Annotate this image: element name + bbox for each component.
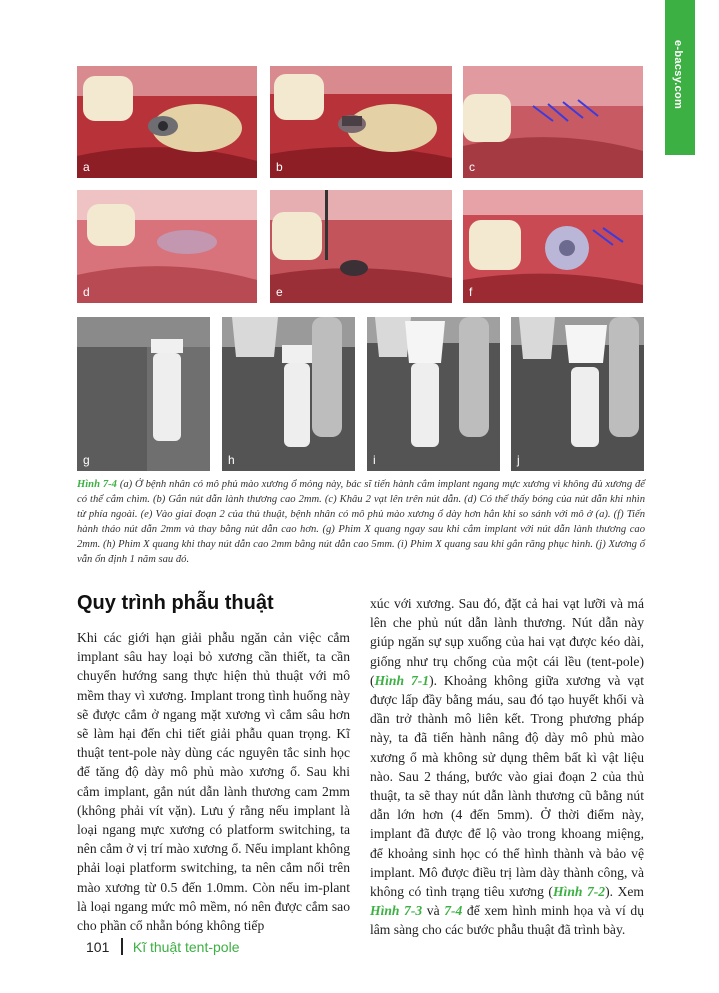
xray-label: h	[228, 453, 235, 467]
body-text-right	[370, 594, 644, 940]
xray-h	[222, 317, 355, 471]
figure-caption-text: (a) Ở bệnh nhân có mô phủ mào xương ổ mỏng này, bác sĩ tiến hành cắm implant ngang mực xương vì không đủ xương để có thể cắm chìm. (b) Gắn nút dẫn lành thương cao 2mm. (c) Khâu 2 vạt lên trên nút dẫn. (d) Có thể thấy bóng của nút dẫn khi nhìn từ phía ngoài. (e) Vào giai đoạn 2 của thủ thuật, bệnh nhân có mô phủ mào xương ổ dày hơn hẳn khi so sánh với mô ở (a). (f) Tiến hành tháo nút dẫn 2mm và thay bằng nút dẫn cao hơn. (g) Phim X quang ngay sau khi cắm implant với nút dẫn lành thương cao 2mm. (h) Phim X quang khi thay nút dẫn cao 2mm bằng nút dẫn cao 5mm. (i) Phim X quang sau khi gắn răng phục hình. (j) Xương ổ vẫn ổn định 1 năm sau đó.	[77, 479, 645, 565]
xray-i	[367, 317, 500, 471]
photo-label: a	[83, 160, 90, 174]
photo-f	[463, 190, 643, 303]
body-text: và	[422, 903, 445, 919]
photo-e	[270, 190, 452, 303]
photo-label: e	[276, 285, 283, 299]
photo-label: d	[83, 285, 90, 299]
figure-reference: Hình 7-1	[374, 672, 430, 688]
figure-caption	[77, 478, 645, 567]
photo-c	[463, 66, 643, 178]
footer-divider	[121, 938, 123, 955]
body-text: để xem hình minh họa và ví dụ lâm sàng cho các bước phẫu thuật đã trình bày.	[370, 903, 644, 938]
side-tab-text: e-bacsy.com	[672, 40, 684, 110]
xray-g	[77, 317, 210, 471]
photo-label: b	[276, 160, 283, 174]
figure-reference: Hình 7-3	[370, 903, 423, 919]
xray-label: i	[373, 453, 376, 467]
photo-label: c	[469, 160, 475, 174]
page-number: 101	[86, 939, 110, 955]
body-text: ). Xem	[605, 884, 644, 900]
figure-caption-label: Hình 7-4	[77, 479, 117, 490]
body-text-left: Khi các giới hạn giải phẫu ngăn cản việc cắm implant sâu hay loại bỏ xương cần thiết, ta cần chuyển hướng sang thực hiện thủ thuật với mô mềm thay vì xương. Implant trong tình huống này sẽ được cắm ở ngang mặt xương vì cắm sâu hơn sẽ làm hại đến chi tiết giải phẫu quan trọng. Kĩ thuật tent-pole này dùng các nguyên tắc sinh học để tăng độ dày mô phủ mào xương ổ. Sau khi cắm implant, gắn nút dẫn lành thương cam 2mm (không phải vít vặn). Lưu ý rằng nếu implant là loại ngang mực xương có platform switching, ta nên cắm ở vị trí mào xương ổ. Nếu implant không phải loại platform switching, ta nên cắm nổi trên mào xương từ 0.5 đến 1.0mm. Còn nếu im-plant là loại ngang mức mô mềm, nó nên được cắm sao cho phần cổ nhẵn bóng không tiếp	[77, 630, 350, 934]
xray-j	[511, 317, 644, 471]
body-text: xúc với xương. Sau đó, đặt cả hai vạt lưỡi và má lên che phủ nút dẫn lành thương. Nút dẫn này giúp ngăn sự sụp xuống của hai vạt được kéo dài, giống như trụ chống của một cái lều (tent-pole) (	[370, 596, 644, 688]
xray-label: j	[517, 453, 520, 467]
footer-title: Kĩ thuật tent-pole	[132, 939, 240, 955]
photo-a	[77, 66, 257, 178]
photo-label: f	[469, 285, 473, 299]
section-heading: Quy trình phẫu thuật	[77, 592, 274, 614]
xray-label: g	[83, 453, 90, 467]
figure-reference: Hình 7-2	[552, 884, 606, 900]
body-text: ). Khoảng không giữa xương và vạt được lấp đầy bằng máu, sau đó tạo huyết khối và dần trở thành mô liên kết. Trong phương pháp này, ta đã tiến hành nâng độ dày mô phủ mào xương ổ mà không sử dụng thêm bất kì vật liệu nào. Sau 2 tháng, bước vào giai đoạn 2 của thủ thuật, ta sẽ thay nút dẫn lành thương cũ bằng nút dẫn lớn hơn (4 đến 5mm). Ở thời điểm này, implant đã được để lộ vào trong khoang miệng, để khoảng sinh học có thể hình thành và bảo vệ implant. Mô được điều trị làm dày thành công, và không có tình trạng tiêu xương (	[370, 672, 644, 900]
photo-b	[270, 66, 452, 178]
figure-reference: 7-4	[444, 903, 463, 919]
photo-d	[77, 190, 257, 303]
page-footer	[86, 938, 240, 955]
